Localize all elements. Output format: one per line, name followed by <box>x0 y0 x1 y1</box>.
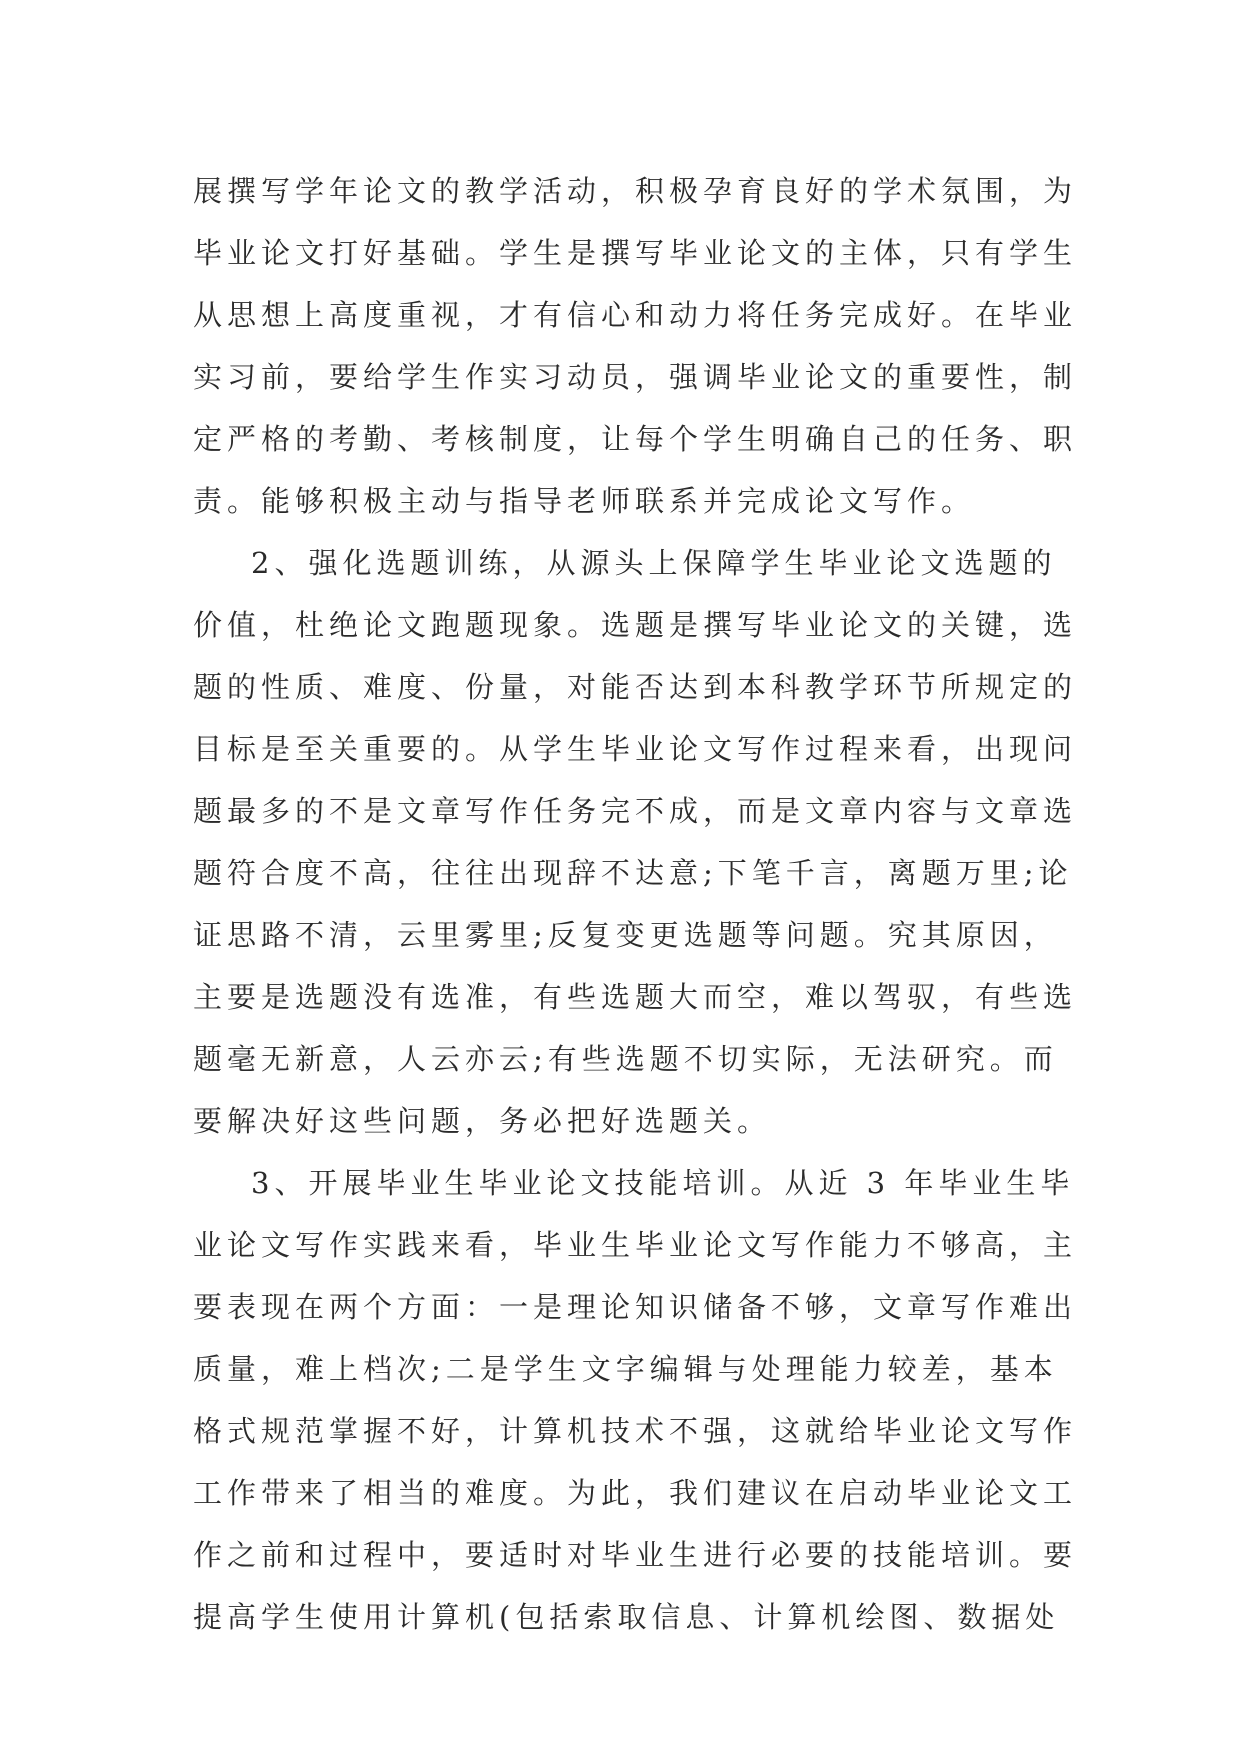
paragraph-first-line: 2、强化选题训练，从源头上保障学生毕业论文选题的 <box>251 546 1057 580</box>
text-line: 题的性质、难度、份量，对能否达到本科教学环节所规定的 <box>193 670 1078 704</box>
text-line: 从思想上高度重视，才有信心和动力将任务完成好。在毕业 <box>193 298 1078 332</box>
text-line: 题毫无新意，人云亦云;有些选题不切实际，无法研究。而 <box>193 1042 1058 1076</box>
text-line: 格式规范掌握不好，计算机技术不强，这就给毕业论文写作 <box>193 1414 1078 1448</box>
text-line: 题最多的不是文章写作任务完不成，而是文章内容与文章选 <box>193 794 1078 828</box>
text-line: 题符合度不高，往往出现辞不达意;下笔千言，离题万里;论 <box>193 856 1073 890</box>
text-line: 提高学生使用计算机(包括索取信息、计算机绘图、数据处 <box>193 1600 1060 1634</box>
text-line: 工作带来了相当的难度。为此，我们建议在启动毕业论文工 <box>193 1476 1078 1510</box>
text-line: 定严格的考勤、考核制度，让每个学生明确自己的任务、职 <box>193 422 1078 456</box>
text-line: 业论文写作实践来看，毕业生毕业论文写作能力不够高，主 <box>193 1228 1078 1262</box>
text-line: 作之前和过程中，要适时对毕业生进行必要的技能培训。要 <box>193 1538 1078 1572</box>
text-line: 质量，难上档次;二是学生文字编辑与处理能力较差，基本 <box>193 1352 1058 1386</box>
paragraph-first-line: 3、开展毕业生毕业论文技能培训。从近 3 年毕业生毕 <box>251 1166 1075 1200</box>
text-line: 要表现在两个方面：一是理论知识储备不够，文章写作难出 <box>193 1290 1078 1324</box>
text-line: 实习前，要给学生作实习动员，强调毕业论文的重要性，制 <box>193 360 1078 394</box>
body-text <box>193 160 1078 1648</box>
text-line: 主要是选题没有选准，有些选题大而空，难以驾驭，有些选 <box>193 980 1078 1014</box>
text-line: 目标是至关重要的。从学生毕业论文写作过程来看，出现问 <box>193 732 1078 766</box>
text-line: 要解决好这些问题，务必把好选题关。 <box>193 1104 772 1138</box>
text-line: 价值，杜绝论文跑题现象。选题是撰写毕业论文的关键，选 <box>193 608 1078 642</box>
text-line: 责。能够积极主动与指导老师联系并完成论文写作。 <box>193 484 976 518</box>
text-line: 展撰写学年论文的教学活动，积极孕育良好的学术氛围，为 <box>193 174 1078 208</box>
text-line: 证思路不清，云里雾里;反复变更选题等问题。究其原因， <box>193 918 1058 952</box>
text-line: 毕业论文打好基础。学生是撰写毕业论文的主体，只有学生 <box>193 236 1078 270</box>
